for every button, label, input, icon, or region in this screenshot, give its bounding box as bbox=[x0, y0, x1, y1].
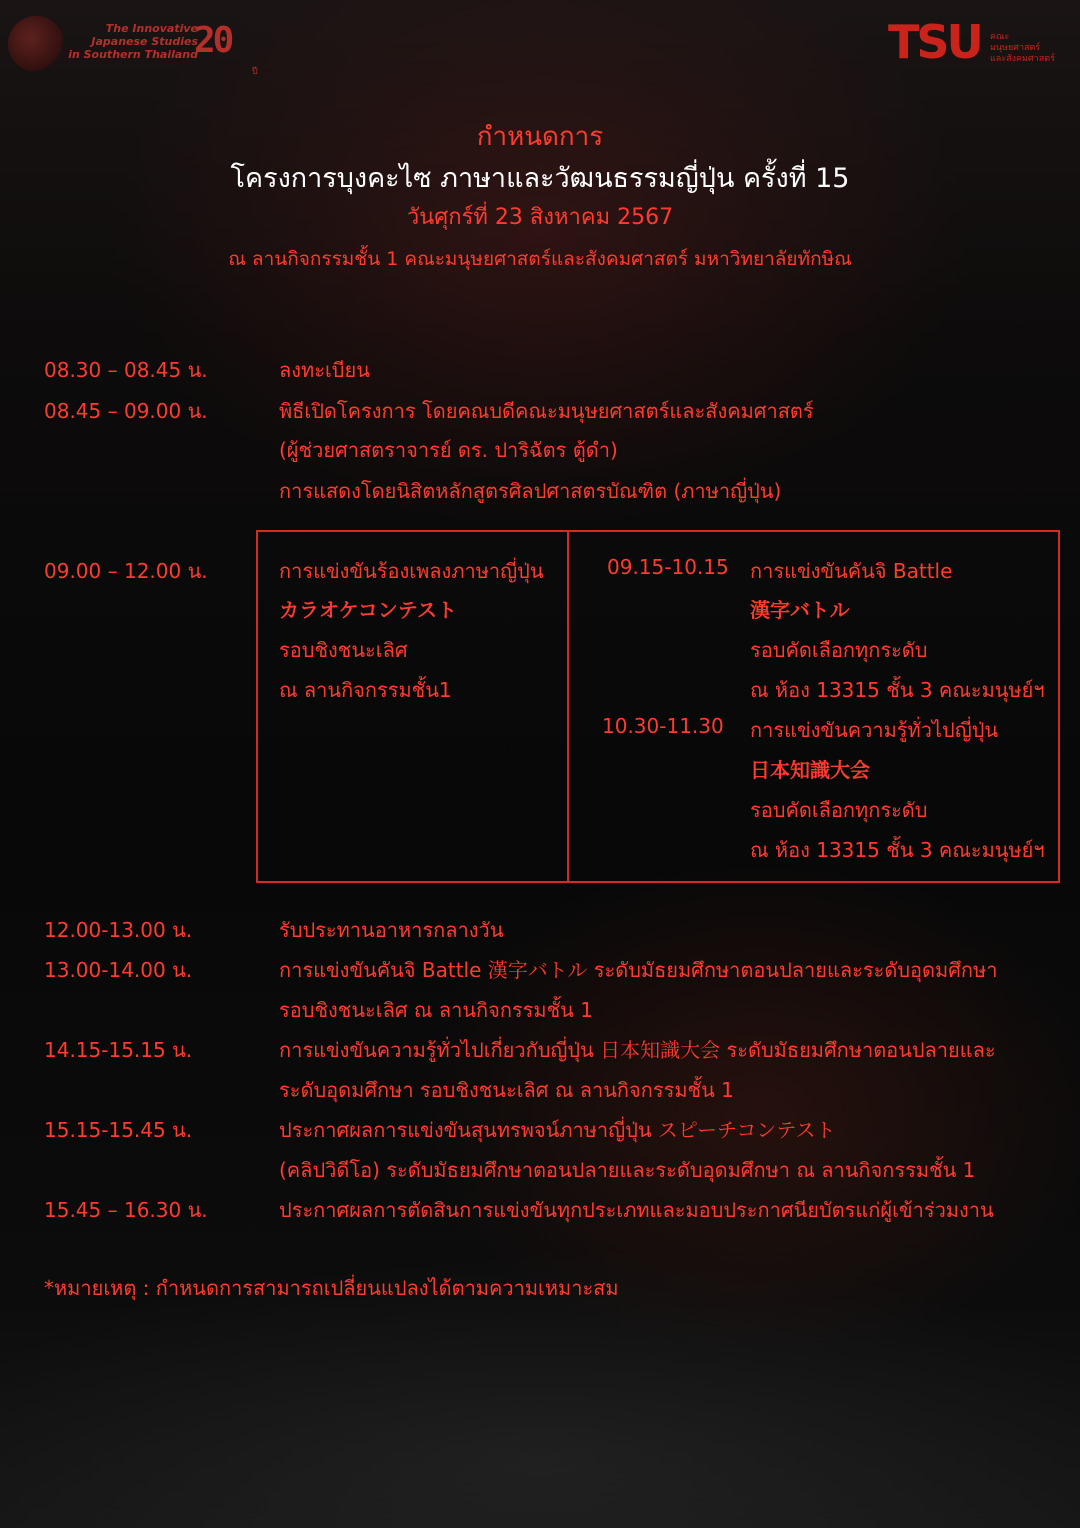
tsu-logo-mark: TSU bbox=[888, 15, 981, 69]
event-name: โครงการบุงคะไซ ภาษาและวัฒนธรรมญี่ปุ่น ครั้งที่ 15 bbox=[230, 163, 850, 194]
faculty-logo bbox=[888, 10, 1070, 72]
logo-line-1: The Innovative bbox=[105, 22, 198, 35]
karaoke-japanese: カラオケコンテスト bbox=[279, 598, 457, 622]
quiz-japanese: 日本知識大会 bbox=[750, 758, 870, 782]
quiz-title: การแข่งขันความรู้ทั่วไปญี่ปุ่น bbox=[750, 718, 999, 742]
footnote: *หมายเหตุ : กำหนดการสามารถเปลี่ยนแปลงได้ตามความเหมาะสม bbox=[44, 1276, 619, 1300]
karaoke-venue: ณ ลานกิจกรรมชั้น1 bbox=[279, 678, 452, 702]
faculty-tag-line-1: คณะ bbox=[990, 32, 1010, 42]
schedule-item: รับประทานอาหารกลางวัน bbox=[279, 918, 504, 942]
page-title: กำหนดการ bbox=[476, 122, 604, 152]
schedule-item: (คลิปวิดีโอ) ระดับมัธยมศึกษาตอนปลายและระดับอุดมศึกษา ณ ลานกิจกรรมชั้น 1 bbox=[279, 1158, 976, 1182]
schedule-time: 08.45 – 09.00 น. bbox=[44, 399, 208, 423]
session-time: 09.15-10.15 bbox=[607, 555, 729, 579]
schedule-item: พิธีเปิดโครงการ โดยคณบดีคณะมนุษยศาสตร์และสังคมศาสตร์ bbox=[279, 399, 814, 423]
faculty-tag-line-3: และสังคมศาสตร์ bbox=[990, 54, 1055, 64]
kanji-japanese: 漢字バトル bbox=[750, 598, 850, 622]
schedule-item: การแข่งขันความรู้ทั่วไปเกี่ยวกับญี่ปุ่น 日本知識大会 ระดับมัธยมศึกษาตอนปลายและ bbox=[279, 1038, 996, 1062]
schedule-time: 12.00-13.00 น. bbox=[44, 918, 193, 942]
logo-line-3: in Southern Thailand bbox=[68, 48, 198, 61]
logo-line-2: Japanese Studies bbox=[91, 35, 198, 48]
schedule-item: ประกาศผลการแข่งขันสุนทรพจน์ภาษาญี่ปุ่น スピーチコンテスト bbox=[279, 1118, 836, 1142]
schedule-time: 15.15-15.45 น. bbox=[44, 1118, 193, 1142]
event-date: วันศุกร์ที่ 23 สิงหาคม 2567 bbox=[406, 205, 674, 230]
quiz-round: รอบคัดเลือกทุกระดับ bbox=[750, 798, 928, 822]
schedule-time: 15.45 – 16.30 น. bbox=[44, 1198, 208, 1222]
faculty-tag-line-2: มนุษยศาสตร์ bbox=[990, 43, 1041, 53]
anniversary-number: 20 bbox=[194, 20, 232, 61]
schedule-item: การแสดงโดยนิสิตหลักสูตรศิลปศาสตรบัณฑิต (ภาษาญี่ปุ่น) bbox=[279, 479, 782, 503]
schedule-time: 14.15-15.15 น. bbox=[44, 1038, 193, 1062]
schedule-time: 09.00 – 12.00 น. bbox=[44, 559, 208, 583]
session-time: 10.30-11.30 bbox=[602, 714, 724, 738]
schedule-item: การแข่งขันคันจิ Battle 漢字バトル ระดับมัธยมศึกษาตอนปลายและระดับอุดมศึกษา bbox=[279, 958, 998, 982]
anniversary-suffix: ปี bbox=[252, 67, 258, 77]
schedule-item: ลงทะเบียน bbox=[279, 358, 370, 382]
quiz-venue: ณ ห้อง 13315 ชั้น 3 คณะมนุษย์ฯ bbox=[750, 838, 1045, 862]
organizer-logo bbox=[8, 14, 258, 77]
kanji-title: การแข่งขันคันจิ Battle bbox=[750, 559, 953, 583]
schedule-time: 08.30 – 08.45 น. bbox=[44, 358, 208, 382]
event-venue: ณ ลานกิจกรรมชั้น 1 คณะมนุษยศาสตร์และสังคมศาสตร์ มหาวิทยาลัยทักษิณ bbox=[228, 248, 852, 270]
schedule-item: ระดับอุดมศึกษา รอบชิงชนะเลิศ ณ ลานกิจกรรมชั้น 1 bbox=[279, 1078, 734, 1102]
karaoke-round: รอบชิงชนะเลิศ bbox=[279, 638, 408, 662]
faculty-logo-tag bbox=[990, 32, 1055, 65]
karaoke-title: การแข่งขันร้องเพลงภาษาญี่ปุ่น bbox=[279, 559, 544, 583]
kanji-round: รอบคัดเลือกทุกระดับ bbox=[750, 638, 928, 662]
box-divider bbox=[567, 530, 569, 883]
schedule-item: ประกาศผลการตัดสินการแข่งขันทุกประเภทและมอบประกาศนียบัตรแก่ผู้เข้าร่วมงาน bbox=[279, 1198, 994, 1222]
logo-text bbox=[48, 22, 198, 61]
schedule-time: 13.00-14.00 น. bbox=[44, 958, 193, 982]
kanji-venue: ณ ห้อง 13315 ชั้น 3 คณะมนุษย์ฯ bbox=[750, 678, 1045, 702]
schedule-item: (ผู้ช่วยศาสตราจารย์ ดร. ปาริฉัตร ตู้ดำ) bbox=[279, 438, 618, 462]
schedule-item: รอบชิงชนะเลิศ ณ ลานกิจกรรมชั้น 1 bbox=[279, 998, 593, 1022]
